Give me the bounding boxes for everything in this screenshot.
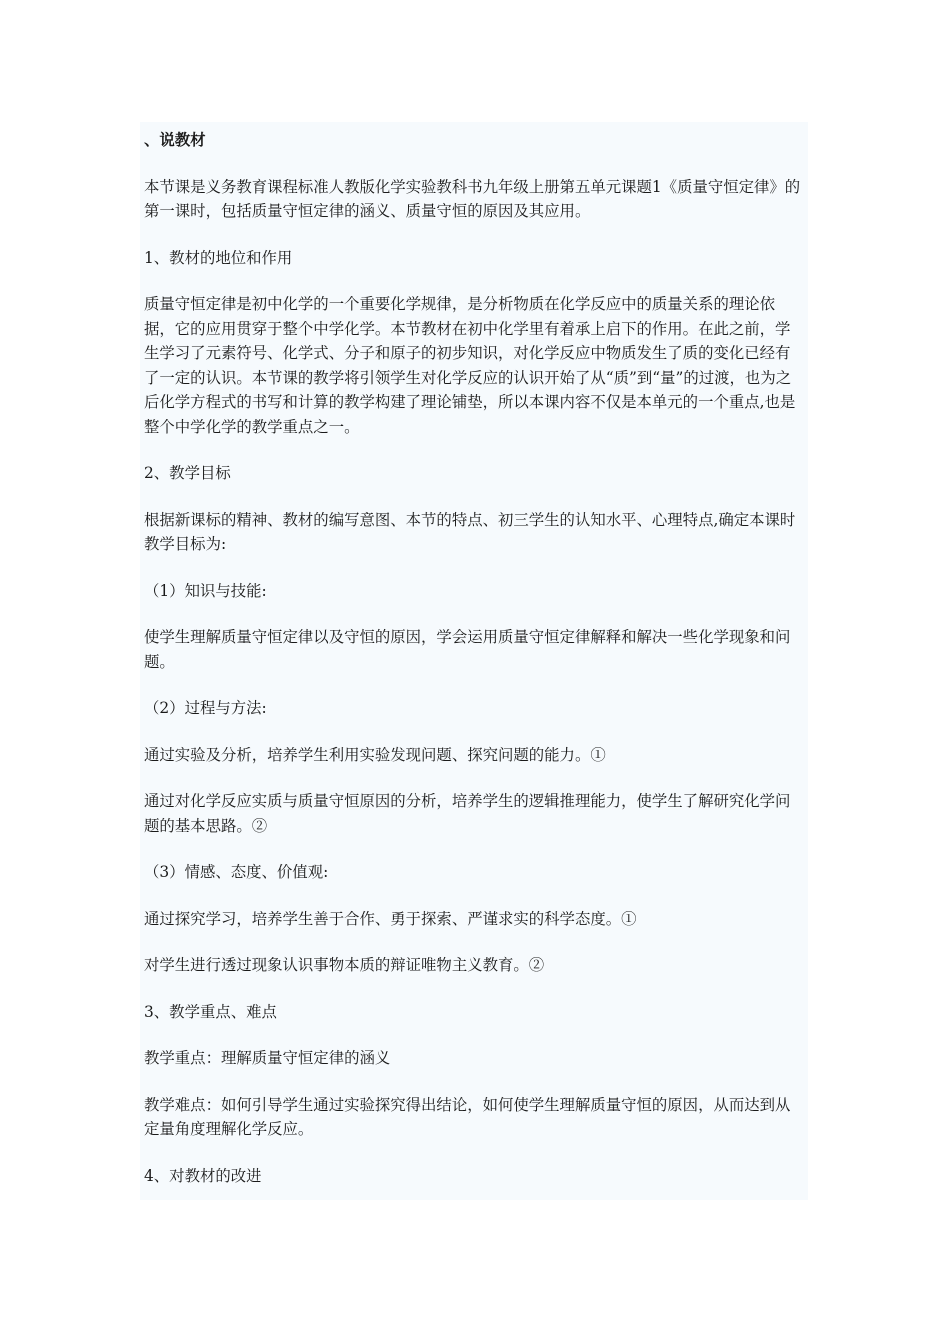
paragraph-process-1: 通过实验及分析，培养学生利用实验发现问题、探究问题的能力。① (144, 745, 606, 764)
paragraph-process-2: 通过对化学反应实质与质量守恒原因的分析，培养学生的逻辑推理能力，使学生了解研究化学问题的基本思路。② (144, 792, 791, 835)
paragraph-emotion-1: 通过探究学习，培养学生善于合作、勇于探索、严谨求实的科学态度。① (144, 909, 637, 928)
paragraph-key-point: 教学重点：理解质量守恒定律的涵义 (144, 1049, 391, 1067)
paragraph-status-role: 质量守恒定律是初中化学的一个重要化学规律，是分析物质在化学反应中的质量关系的理论依据，它的应用贯穿于整个中学化学。本节教材在初中化学里有着承上启下的作用。在此之前，学生学习了元素符号、化学式、分子和原子的初步知识，对化学反应中物质发生了质的变化已经有了一定的认识。本节课的教学将引领学生对化学反应的认识开始了从“质”到“量”的过渡，也为之后化学方程式的书写和计算的教学构建了理论铺垫，所以本课内容不仅是本单元的一个重点,也是整个中学化学的教学重点之一。 (144, 295, 796, 436)
paragraph-intro: 本节课是义务教育课程标准人教版化学实验教科书九年级上册第五单元课题1《质量守恒定律》的第一课时，包括质量守恒定律的涵义、质量守恒的原因及其应用。 (144, 177, 801, 220)
section-heading: 、说教材 (144, 131, 206, 149)
subheading-emotion-values: （3）情感、态度、价值观: (144, 863, 329, 881)
subheading-teaching-goals: 2、教学目标 (144, 464, 231, 482)
paragraph-knowledge-skills: 使学生理解质量守恒定律以及守恒的原因，学会运用质量守恒定律解释和解决一些化学现象和问题。 (144, 628, 791, 671)
subheading-process-method: （2）过程与方法: (144, 699, 267, 717)
paragraph-difficult-point: 教学难点：如何引导学生通过实验探究得出结论，如何使学生理解质量守恒的原因，从而达到从定量角度理解化学反应。 (144, 1095, 791, 1138)
subheading-improvement: 4、对教材的改进 (144, 1166, 262, 1185)
paragraph-goals-intro: 根据新课标的精神、教材的编写意图、本节的特点、初三学生的认知水平、心理特点,确定本课时教学目标为: (144, 510, 796, 553)
subheading-knowledge-skills: （1）知识与技能: (144, 581, 267, 600)
paragraph-emotion-2: 对学生进行透过现象认识事物本质的辩证唯物主义教育。② (144, 956, 545, 974)
subheading-status-role: 1、教材的地位和作用 (144, 248, 293, 267)
document-body (140, 122, 808, 1200)
subheading-key-difficult: 3、教学重点、难点 (144, 1002, 277, 1021)
